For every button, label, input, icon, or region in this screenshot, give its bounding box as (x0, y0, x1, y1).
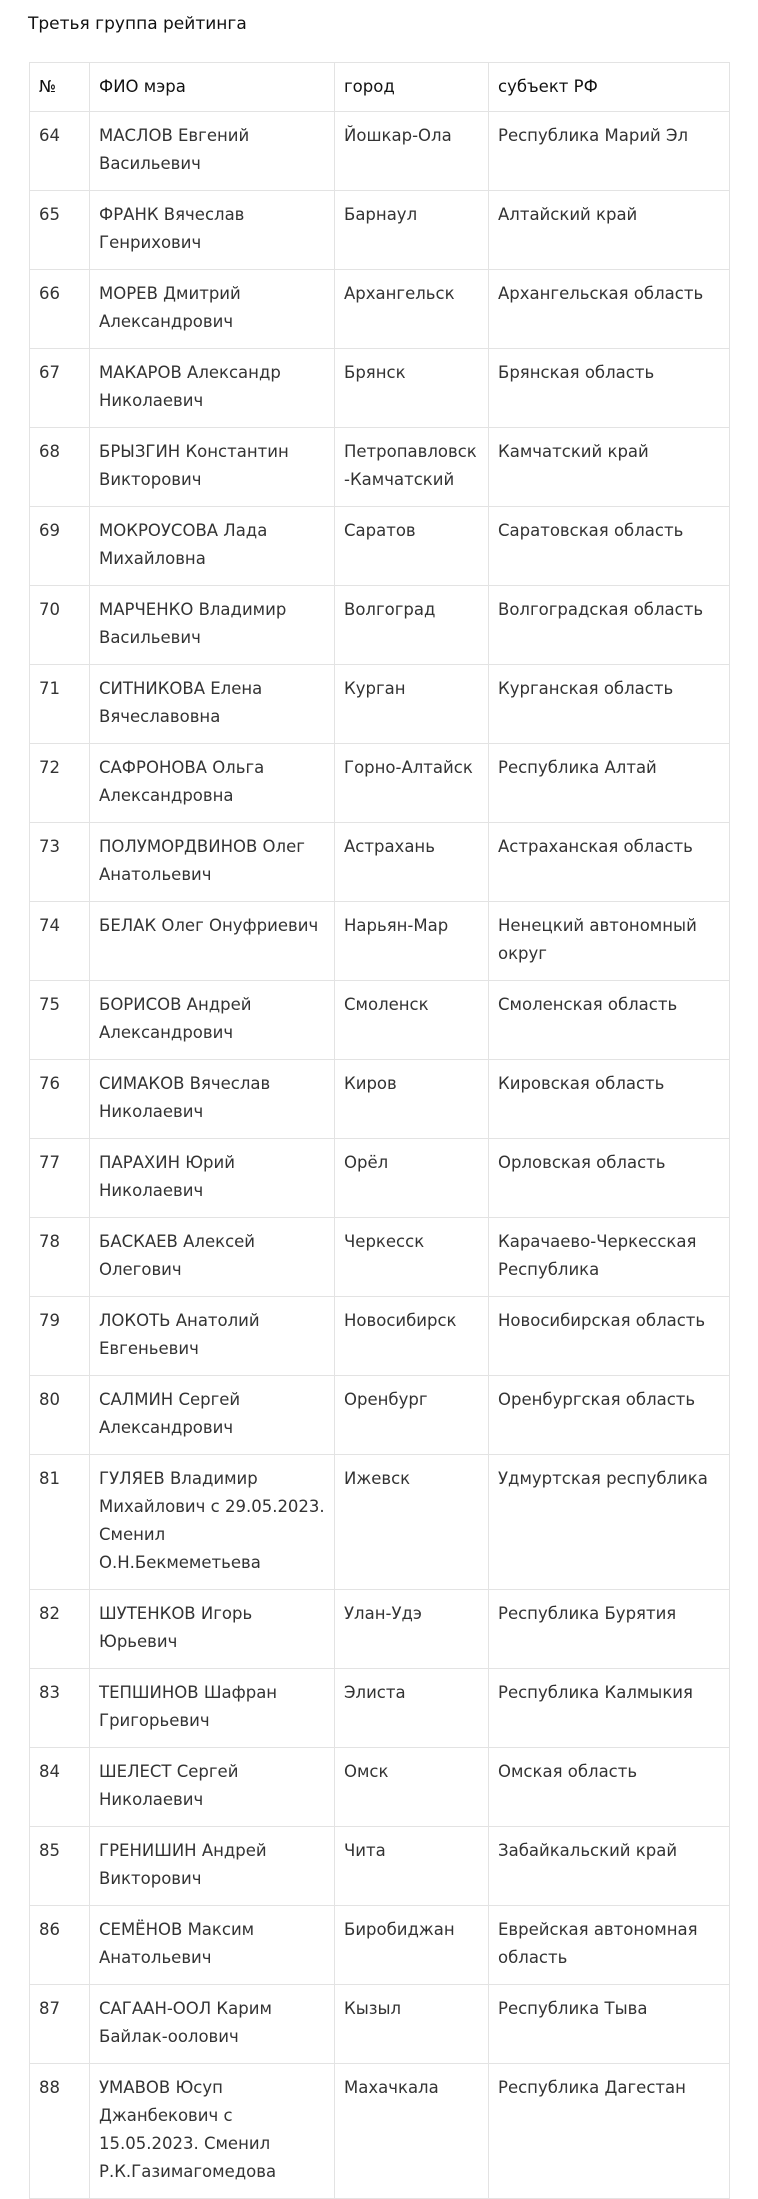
cell-city: Петропавловск-Камчатский (335, 428, 489, 507)
table-row (30, 428, 730, 507)
cell-number: 81 (30, 1455, 90, 1590)
table-row (30, 981, 730, 1060)
table-row (30, 112, 730, 191)
cell-number: 76 (30, 1060, 90, 1139)
cell-subject: Кировская область (489, 1060, 730, 1139)
cell-mayor-name: СИМАКОВ Вячеслав Николаевич (90, 1060, 335, 1139)
cell-number: 84 (30, 1748, 90, 1827)
table-row (30, 191, 730, 270)
table-heading: Третья группа рейтинга (28, 14, 247, 34)
cell-number: 88 (30, 2064, 90, 2199)
cell-number: 68 (30, 428, 90, 507)
cell-subject: Новосибирская область (489, 1297, 730, 1376)
cell-number: 82 (30, 1590, 90, 1669)
cell-number: 77 (30, 1139, 90, 1218)
table-row (30, 1455, 730, 1590)
cell-number: 87 (30, 1985, 90, 2064)
cell-mayor-name: ГУЛЯЕВ Владимир Михайлович с 29.05.2023. Сменил О.Н.Бекмеметьева (90, 1455, 335, 1590)
cell-mayor-name: САГААН-ООЛ Карим Байлак-оолович (90, 1985, 335, 2064)
table-row (30, 1590, 730, 1669)
table-row (30, 1218, 730, 1297)
cell-city: Саратов (335, 507, 489, 586)
table-row (30, 1376, 730, 1455)
cell-city: Черкесск (335, 1218, 489, 1297)
column-header-number: № (30, 63, 90, 112)
cell-subject: Саратовская область (489, 507, 730, 586)
cell-subject: Республика Алтай (489, 744, 730, 823)
table-row (30, 744, 730, 823)
cell-mayor-name: ФРАНК Вячеслав Генрихович (90, 191, 335, 270)
cell-city: Волгоград (335, 586, 489, 665)
cell-subject: Удмуртская республика (489, 1455, 730, 1590)
cell-number: 85 (30, 1827, 90, 1906)
cell-subject: Оренбургская область (489, 1376, 730, 1455)
cell-subject: Астраханская область (489, 823, 730, 902)
cell-mayor-name: ШУТЕНКОВ Игорь Юрьевич (90, 1590, 335, 1669)
table-row (30, 586, 730, 665)
cell-mayor-name: ТЕПШИНОВ Шафран Григорьевич (90, 1669, 335, 1748)
cell-subject: Ненецкий автономный округ (489, 902, 730, 981)
cell-mayor-name: ЛОКОТЬ Анатолий Евгеньевич (90, 1297, 335, 1376)
cell-city: Биробиджан (335, 1906, 489, 1985)
cell-city: Брянск (335, 349, 489, 428)
cell-mayor-name: УМАВОВ Юсуп Джанбекович с 15.05.2023. Сменил Р.К.Газимагомедова (90, 2064, 335, 2199)
cell-city: Орёл (335, 1139, 489, 1218)
table-row (30, 349, 730, 428)
column-header-subject: субъект РФ (489, 63, 730, 112)
cell-mayor-name: МОРЕВ Дмитрий Александрович (90, 270, 335, 349)
cell-mayor-name: СИТНИКОВА Елена Вячеславовна (90, 665, 335, 744)
cell-city: Махачкала (335, 2064, 489, 2199)
cell-mayor-name: МОКРОУСОВА Лада Михайловна (90, 507, 335, 586)
cell-city: Горно-Алтайск (335, 744, 489, 823)
table-row (30, 823, 730, 902)
table-body (30, 112, 730, 2199)
cell-subject: Республика Марий Эл (489, 112, 730, 191)
cell-subject: Камчатский край (489, 428, 730, 507)
cell-city: Курган (335, 665, 489, 744)
cell-city: Новосибирск (335, 1297, 489, 1376)
table-row (30, 1906, 730, 1985)
cell-subject: Курганская область (489, 665, 730, 744)
cell-subject: Омская область (489, 1748, 730, 1827)
cell-number: 75 (30, 981, 90, 1060)
cell-number: 86 (30, 1906, 90, 1985)
table-row (30, 902, 730, 981)
cell-city: Улан-Удэ (335, 1590, 489, 1669)
cell-number: 74 (30, 902, 90, 981)
table-row (30, 2064, 730, 2199)
cell-subject: Забайкальский край (489, 1827, 730, 1906)
cell-subject: Республика Тыва (489, 1985, 730, 2064)
cell-city: Чита (335, 1827, 489, 1906)
cell-subject: Архангельская область (489, 270, 730, 349)
cell-mayor-name: БАСКАЕВ Алексей Олегович (90, 1218, 335, 1297)
cell-city: Кызыл (335, 1985, 489, 2064)
column-header-city: город (335, 63, 489, 112)
cell-subject: Еврейская автономная область (489, 1906, 730, 1985)
cell-mayor-name: ПАРАХИН Юрий Николаевич (90, 1139, 335, 1218)
table-row (30, 507, 730, 586)
cell-subject: Карачаево-Черкесская Республика (489, 1218, 730, 1297)
cell-city: Смоленск (335, 981, 489, 1060)
table-row (30, 1827, 730, 1906)
table-header-row (30, 63, 730, 112)
table-row (30, 1985, 730, 2064)
cell-number: 72 (30, 744, 90, 823)
cell-number: 73 (30, 823, 90, 902)
cell-city: Астрахань (335, 823, 489, 902)
table-row (30, 1060, 730, 1139)
cell-number: 65 (30, 191, 90, 270)
cell-subject: Волгоградская область (489, 586, 730, 665)
cell-mayor-name: БЕЛАК Олег Онуфриевич (90, 902, 335, 981)
table-row (30, 665, 730, 744)
cell-subject: Республика Бурятия (489, 1590, 730, 1669)
rating-table (29, 62, 730, 2199)
cell-number: 67 (30, 349, 90, 428)
table-row (30, 270, 730, 349)
cell-subject: Орловская область (489, 1139, 730, 1218)
cell-mayor-name: МАРЧЕНКО Владимир Васильевич (90, 586, 335, 665)
cell-mayor-name: СЕМЁНОВ Максим Анатольевич (90, 1906, 335, 1985)
cell-number: 70 (30, 586, 90, 665)
cell-city: Нарьян-Мар (335, 902, 489, 981)
cell-mayor-name: БРЫЗГИН Константин Викторович (90, 428, 335, 507)
cell-number: 79 (30, 1297, 90, 1376)
cell-subject: Брянская область (489, 349, 730, 428)
cell-city: Киров (335, 1060, 489, 1139)
cell-city: Архангельск (335, 270, 489, 349)
cell-city: Элиста (335, 1669, 489, 1748)
cell-mayor-name: ШЕЛЕСТ Сергей Николаевич (90, 1748, 335, 1827)
cell-mayor-name: ПОЛУМОРДВИНОВ Олег Анатольевич (90, 823, 335, 902)
cell-number: 64 (30, 112, 90, 191)
cell-subject: Алтайский край (489, 191, 730, 270)
cell-city: Йошкар-Ола (335, 112, 489, 191)
cell-city: Оренбург (335, 1376, 489, 1455)
cell-number: 80 (30, 1376, 90, 1455)
cell-mayor-name: САФРОНОВА Ольга Александровна (90, 744, 335, 823)
table-row (30, 1748, 730, 1827)
cell-mayor-name: БОРИСОВ Андрей Александрович (90, 981, 335, 1060)
table-row (30, 1139, 730, 1218)
cell-mayor-name: МАСЛОВ Евгений Васильевич (90, 112, 335, 191)
cell-city: Омск (335, 1748, 489, 1827)
cell-number: 83 (30, 1669, 90, 1748)
cell-mayor-name: МАКАРОВ Александр Николаевич (90, 349, 335, 428)
cell-mayor-name: САЛМИН Сергей Александрович (90, 1376, 335, 1455)
cell-number: 69 (30, 507, 90, 586)
cell-city: Барнаул (335, 191, 489, 270)
cell-subject: Республика Дагестан (489, 2064, 730, 2199)
cell-subject: Смоленская область (489, 981, 730, 1060)
cell-number: 78 (30, 1218, 90, 1297)
table-row (30, 1297, 730, 1376)
cell-city: Ижевск (335, 1455, 489, 1590)
cell-mayor-name: ГРЕНИШИН Андрей Викторович (90, 1827, 335, 1906)
cell-number: 71 (30, 665, 90, 744)
cell-subject: Республика Калмыкия (489, 1669, 730, 1748)
table-row (30, 1669, 730, 1748)
cell-number: 66 (30, 270, 90, 349)
column-header-mayor-name: ФИО мэра (90, 63, 335, 112)
